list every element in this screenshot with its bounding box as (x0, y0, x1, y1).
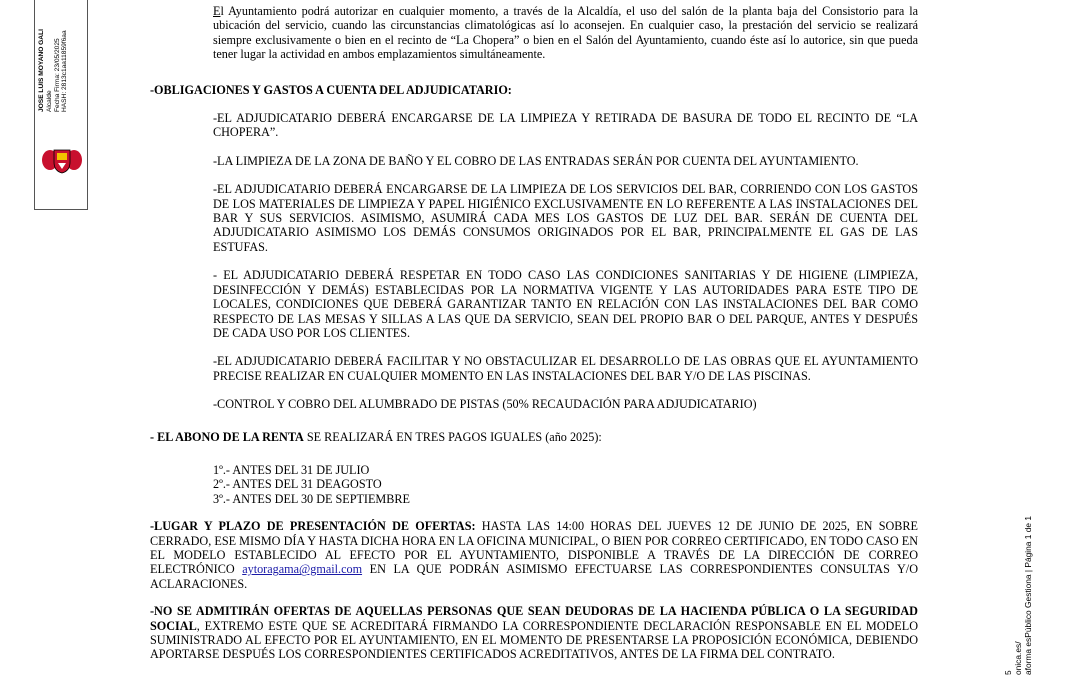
side-footer-line-3: aforma esPúblico Gestiona | Página 1 de 1 (1023, 515, 1033, 675)
signer-name: JOSE LUIS MOYANO GALI (38, 29, 45, 112)
signature-hash: HASH: 2813c1aa11859f6aa (61, 30, 69, 112)
offers-text-end: EN LA QUE PODRÁN ASIMISMO EFECTUARSE LAS CORRESPONDIENTES CONSULTAS Y/O ACLARACIONES. (150, 562, 918, 591)
rent-text: SE REALIZARÁ EN TRES PAGOS IGUALES (año 2025): (303, 429, 602, 444)
rent-paragraph (150, 430, 918, 444)
offers-text: HASTA LAS 14:00 HORAS DEL JUEVES 12 DE JUNIO DE 2025, EN SOBRE CERRADO, ESE MISMO DÍA Y HASTA DICHA HORA EN LA OFICINA MUNICIPAL, O BIEN POR CORREO CERTIFICADO, EN TODO CASO EN EL MODELO ESTABLECIDO AL EFECTO POR EL AYUNTAMIENTO, DISPONIBLE A TRAVÉS DE LA DIRECCIÓN DE CORREO ELECTRÓNICO (150, 519, 918, 577)
obligation-item-4: - EL ADJUDICATARIO DEBERÁ RESPETAR EN TODO CASO LAS CONDICIONES SANITARIAS Y DE HIGIENE (LIMPIEZA, DESINFECCIÓN Y DEMÁS) ESTABLECIDAS POR LA NORMATIVA VIGENTE Y LAS AUTORIDADES PARA ESTE TIPO DE LOCALES, CONDICIONES QUE DEBERÁ GARANTIZAR TANTO EN RELACIÓN CON LAS INSTALACIONES DEL BAR COMO RESPECTO DE LAS MESAS Y SILLAS A LAS QUE DA SERVICIO, SEAN DEL PROPIO BAR O DEL PARQUE, ANTES Y DESPUÉS DE CADA USO POR LOS CLIENTES. (213, 268, 918, 340)
payment-item: 2º.- ANTES DEL 31 DEAGOSTO (213, 477, 382, 492)
side-footer-line-2: onica.es/ (1013, 641, 1023, 675)
obligation-item-3: -EL ADJUDICATARIO DEBERÁ ENCARGARSE DE LA LIMPIEZA DE LOS SERVICIOS DEL BAR, CORRIENDO CON LOS GASTOS DE LOS MATERIALES DE LIMPIEZA Y PAPEL HIGIÉNICO EXCLUSIVAMENTE EN LO REFERENTE A LAS INSTALACIONES DEL BAR Y SUS SERVICIOS. ASIMISMO, ASUMIRÁ CADA MES LOS GASTOS DE LUZ DEL BAR. SERÁN DE CUENTA DEL ADJUDICATARIO ASIMISMO LOS DEMÁS CONSUMOS ORIGINADOS POR EL BAR, PRINCIPALMENTE EL GAS DE LAS ESTUFAS. (213, 182, 918, 254)
offers-paragraph (150, 519, 918, 591)
debtors-paragraph (150, 604, 918, 662)
municipal-coat-of-arms-icon (40, 146, 84, 174)
obligation-item-5: -EL ADJUDICATARIO DEBERÁ FACILITAR Y NO OBSTACULIZAR EL DESARROLLO DE LAS OBRAS QUE EL AYUNTAMIENTO PRECISE REALIZAR EN CUALQUIER MOMENTO EN LAS INSTALACIONES DEL BAR Y/O DE LAS PISCINAS. (213, 354, 918, 383)
obligations-heading: -OBLIGACIONES Y GASTOS A CUENTA DEL ADJUDICATARIO: (150, 82, 512, 97)
debtors-text: , EXTREMO ESTE QUE SE ACREDITARÁ FIRMANDO LA CORRESPONDIENTE DECLARACIÓN RESPONSABLE EN EL MODELO SUMINISTRADO AL EFECTO POR EL AYUNTAMIENTO, EN EL MOMENTO DE PRESENTARSE LA PROPOSICIÓN ECONÓMICA, DEBIENDO APORTARSE DESPUÉS LOS CORRESPONDIENTES CERTIFICADOS ACREDITATIVOS, ANTES DE LA FIRMA DEL CONTRATO. (150, 618, 918, 662)
intro-paragraph (213, 4, 918, 62)
payment-item: 1º.- ANTES DEL 31 DE JULIO (213, 462, 370, 477)
obligation-item-6: -CONTROL Y COBRO DEL ALUMBRADO DE PISTAS (50% RECAUDACIÓN PARA ADJUDICATARIO) (213, 397, 757, 412)
signature-stamp (38, 4, 69, 112)
intro-first-letter: E (213, 4, 221, 18)
signer-role: Alcalde (45, 90, 53, 112)
obligation-item-1: -EL ADJUDICATARIO DEBERÁ ENCARGARSE DE LA LIMPIEZA Y RETIRADA DE BASURA DE TODO EL RECINTO DE “LA CHOPERA”. (213, 111, 918, 140)
payment-list (150, 463, 918, 506)
contact-email-link[interactable]: aytoragama@gmail.com (242, 562, 363, 577)
signature-date: Fecha Firma: 23/05/2025 (53, 38, 61, 112)
debtors-heading: -NO SE ADMITIRÁN OFERTAS DE AQUELLAS PERSONAS QUE SEAN DEUDORAS DE LA HACIENDA PÚBLICA O LA SEGURIDAD SOCIAL (150, 604, 918, 633)
intro-text: l Ayuntamiento podrá autorizar en cualquier momento, a través de la Alcaldía, el uso del salón de la planta baja del Consistorio para la ubicación del servicio, cuando las circunstancias climatológicas así lo aconsejen. En cualquier caso, la prestación del servicio se realizará siempre exclusivamente o bien en el recinto de “La Chopera” o bien en el Salón del Ayuntamiento, cuando éste así lo autorice, sin que pueda tener lugar la actividad en ambos emplazamientos simultáneamente. (213, 4, 918, 62)
side-footer (1003, 516, 1033, 675)
offers-heading: -LUGAR Y PLAZO DE PRESENTACIÓN DE OFERTAS: (150, 519, 476, 534)
document-body (150, 4, 918, 662)
rent-heading: - EL ABONO DE LA RENTA (150, 429, 304, 444)
side-footer-line-1: 5 (1003, 670, 1013, 675)
payment-item: 3º.- ANTES DEL 30 DE SEPTIEMBRE (213, 491, 410, 506)
obligation-item-2: -LA LIMPIEZA DE LA ZONA DE BAÑO Y EL COBRO DE LAS ENTRADAS SERÁN POR CUENTA DEL AYUNTAMIENTO. (213, 153, 859, 168)
